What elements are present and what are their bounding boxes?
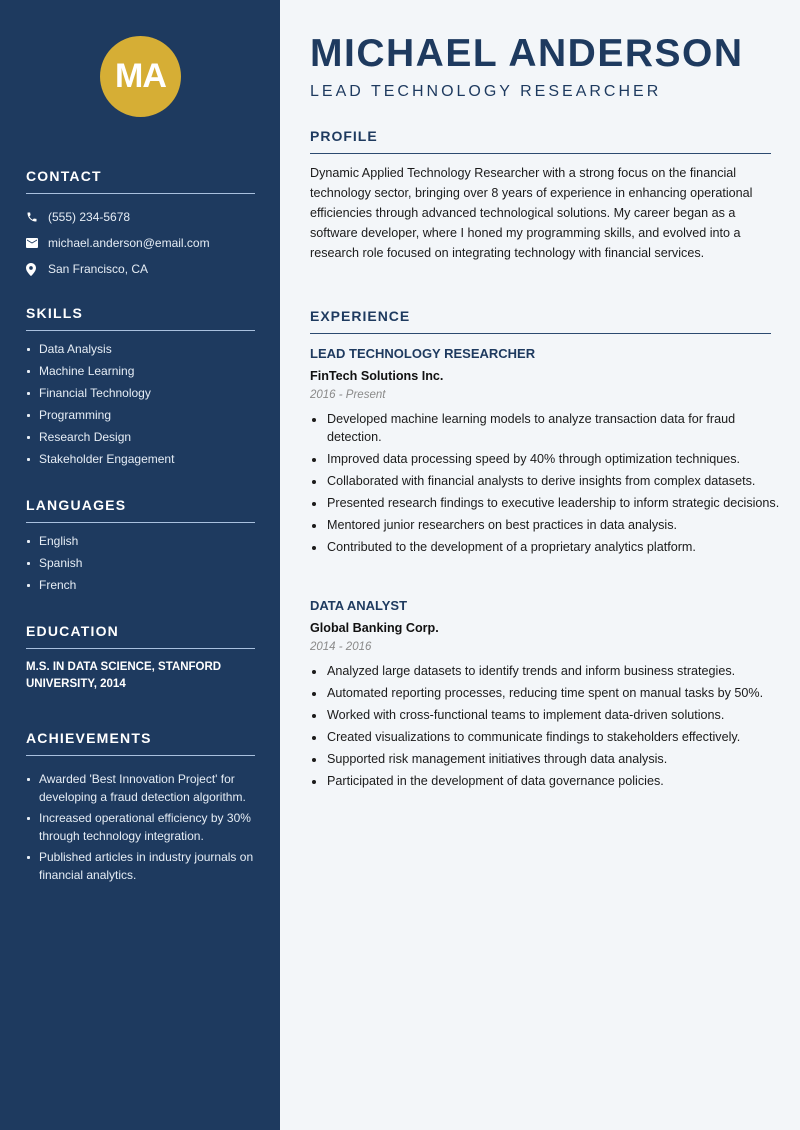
location-pin-icon	[26, 263, 48, 276]
achievements-section	[26, 730, 255, 887]
skill-item: Stakeholder Engagement	[26, 452, 255, 467]
job-bullet: Mentored junior researchers on best practices in data analysis.	[310, 516, 780, 534]
achievement-item: Increased operational efficiency by 30% through technology integration.	[26, 809, 255, 845]
job-bullet: Worked with cross-functional teams to implement data-driven solutions.	[310, 706, 780, 724]
profile-summary: Dynamic Applied Technology Researcher with a strong focus on the financial technology sector, bringing over 8 years of experience in enhancing operational efficiencies through advanced technological solutions. My career began as a software developer, where I honed my programming skills, and evolved into a research role focused on integrating technology with financial services.	[310, 166, 753, 260]
languages-title: LANGUAGES	[26, 497, 255, 523]
language-item: English	[26, 534, 255, 549]
candidate-title: LEAD TECHNOLOGY RESEARCHER	[310, 83, 662, 100]
education-degree: M.S. IN DATA SCIENCE, STANFORD UNIVERSITY, 2014	[26, 661, 222, 690]
skill-item: Machine Learning	[26, 364, 255, 379]
profile-title: PROFILE	[310, 128, 771, 154]
avatar	[100, 36, 181, 117]
job-bullet: Participated in the development of data governance policies.	[310, 772, 780, 790]
language-item: Spanish	[26, 556, 255, 571]
achievements-title: ACHIEVEMENTS	[26, 730, 255, 756]
achievement-item: Published articles in industry journals on financial analytics.	[26, 848, 255, 884]
job-bullet: Improved data processing speed by 40% through optimization techniques.	[310, 450, 780, 468]
experience-entry	[310, 598, 780, 794]
location-text: San Francisco, CA	[48, 262, 149, 276]
contact-location	[26, 256, 255, 282]
language-item: French	[26, 578, 255, 593]
skills-title: SKILLS	[26, 305, 255, 331]
email-text[interactable]: michael.anderson@email.com	[48, 236, 210, 250]
job-bullet: Supported risk management initiatives through data analysis.	[310, 750, 780, 768]
sidebar	[0, 0, 280, 1130]
candidate-name: MICHAEL ANDERSON	[310, 32, 744, 75]
job-bullet: Automated reporting processes, reducing time spent on manual tasks by 50%.	[310, 684, 780, 702]
experience-title: EXPERIENCE	[310, 308, 771, 334]
job-bullet: Created visualizations to communicate findings to stakeholders effectively.	[310, 728, 780, 746]
job-company: Global Banking Corp.	[310, 621, 439, 635]
job-company: FinTech Solutions Inc.	[310, 369, 444, 383]
job-bullet: Developed machine learning models to analyze transaction data for fraud detection.	[310, 410, 780, 446]
job-role: DATA ANALYST	[310, 598, 408, 613]
job-dates: 2014 - 2016	[310, 641, 372, 653]
education-title: EDUCATION	[26, 623, 255, 649]
job-dates: 2016 - Present	[310, 389, 386, 401]
contact-email	[26, 230, 255, 256]
job-bullet: Analyzed large datasets to identify trends and inform business strategies.	[310, 662, 780, 680]
job-bullet: Collaborated with financial analysts to derive insights from complex datasets.	[310, 472, 780, 490]
skill-item: Financial Technology	[26, 386, 255, 401]
experience-entry	[310, 346, 780, 560]
contact-title: CONTACT	[26, 168, 255, 194]
job-role: LEAD TECHNOLOGY RESEARCHER	[310, 346, 536, 361]
contact-section	[26, 168, 255, 282]
contact-phone	[26, 204, 255, 230]
skill-item: Research Design	[26, 430, 255, 445]
phone-text: (555) 234-5678	[48, 210, 131, 224]
languages-section	[26, 497, 255, 600]
job-bullet: Contributed to the development of a proprietary analytics platform.	[310, 538, 780, 556]
skills-section	[26, 305, 255, 474]
education-section	[26, 623, 255, 693]
achievement-item: Awarded 'Best Innovation Project' for developing a fraud detection algorithm.	[26, 770, 255, 806]
email-icon	[26, 238, 48, 248]
skill-item: Data Analysis	[26, 342, 255, 357]
job-bullet: Presented research findings to executive leadership to inform strategic decisions.	[310, 494, 780, 512]
phone-icon	[26, 211, 48, 223]
avatar-initials: MA	[115, 57, 166, 95]
skill-item: Programming	[26, 408, 255, 423]
